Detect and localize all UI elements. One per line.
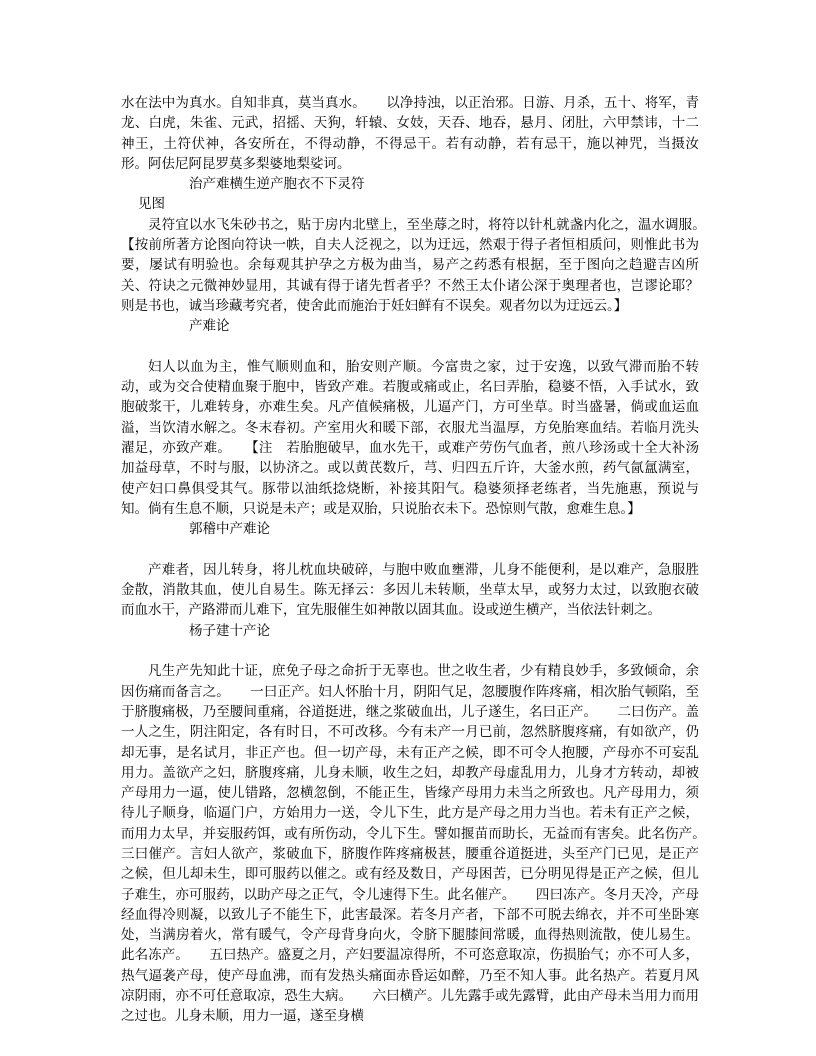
spacer [121, 540, 699, 560]
section-title-yang-zijian: 杨子建十产论 [189, 622, 270, 639]
document-body [121, 93, 726, 1027]
see-figure-note: 见图 [138, 196, 165, 213]
paragraph-guo-jizhong: 产难者，因儿转身，将儿枕血块破碎，与胞中败血壅滞，儿身不能便利，是以难产，急服胜金散，消散其血，使儿自易生。陈无择云：多因儿未转顺，坐草太早，或努力太过，以致胞衣破而血水干，产路滞而儿难下，宜先服催生如神散以固其血。设或逆生横产，当依法针刺之。 [121, 561, 699, 619]
section-title-guo-jizhong: 郭稽中产难论 [189, 521, 270, 538]
paragraph-ten-births: 凡生产先知此十证，庶免子母之命折于无辜也。世之收生者，少有精良妙手，多致倾命，余因伤痛而备言之。 一曰正产。妇人怀胎十月，阴阳气足，忽腰腹作阵疼痛，相次胎气顿陷，至于脐腹痛极，乃至腰间重痛，谷道挺进，继之浆破血出，儿子遂生，名曰正产。 二曰伤产。盖一人之生，阴注阳定，各有时日，不可改移。今有未产一月已前，忽然脐腹疼痛，有如欲产，仍却无事，是名试月，非正产也。但一切产母，未有正产之候，即不可令人抱腰，产母亦不可妄乱用力。盖欲产之妇，脐腹疼痛，儿身未顺，收生之妇，却教产母虚乱用力，儿身才方转动，却被产母用力一逼，使儿错路，忽横忽倒，不能正生，皆缘产母用力未当之所致也。凡产母用力，须待儿子顺身，临逼门户，方始用力一送，令儿下生，此方是产母之用力当也。若未有正产之候，而用力太早，并妄服药饵，或有所伤动，令儿下生。譬如揠苗而助长，无益而有害矣。此名伤产。 三曰催产。言妇人欲产，浆破血下，脐腹作阵疼痛极甚，腰重谷道挺进，头至产门已见，是正产之候，但儿却未生，即可服药以催之。或有经及数日，产母困苦，已分明见得是正产之候，但儿子难生，亦可服药，以助产母之正气，令儿速得下生。此名催产。 四曰冻产。冬月天冷，产母经血得冷则凝，以致儿子不能生下，此害最深。若冬月产者，下部不可脱去绵衣，并不可坐卧寒处，当满房着火，常有暖气，令产母背身向火，令脐下腿膝间常暖，血得热则流散，使儿易生。此名冻产。 五曰热产。盛夏之月，产妇要温凉得所，不可恣意取凉，伤损胎气；亦不可人多，热气逼袭产母，使产母血沸，而有发热头痛面赤昏运如醉，乃至不知人事。此名热产。若夏月风凉阴雨，亦不可任意取凉，恐生大病。 六曰横产。儿先露手或先露臂，此由产母未当用力而用之过也。儿身未顺，用力一逼，遂至身横 [121, 663, 726, 1025]
paragraph-talisman-usage: 灵符宜以水飞朱砂书之，贴于房内北壁上，至坐蓐之时，将符以针札就盏内化之，温水调服。 【按前所著方论图向符诀一帙，自夫人泛视之，以为迂远，然艰于得子者恒相质问，则惟此书为要，屡试有明验也。余每观其护孕之方极为曲当，易产之药悉有根据，至于图向之趋避吉凶所关、符诀之元微神妙显用，其诚有得于诸先哲者乎？不然王太仆诸公深于奥理者也，岂谬论耶？则是书也，诚当珍藏考究者，使舍此而施治于妊妇鲜有不误矣。观者勿以为迂远云。】 [121, 216, 726, 314]
spacer [121, 337, 699, 357]
paragraph-difficult-labor: 妇人以血为主，惟气顺则血和，胎安则产顺。今富贵之家，过于安逸，以致气滞而胎不转动，或为交合使精血聚于胞中，皆致产难。若腹或痛或止，名曰弄胎，稳婆不悟，入手试水，致胞破浆干，儿难转身，亦难生矣。凡产值候痛极，儿逼产门，方可坐草。时当盛暑，倘或血运血溢，当饮清水解之。冬末春初。产室用火和暖下部，衣服尤当温厚，方免胎寒血结。若临月洗头濯足，亦致产难。 【注 若胎胞破早，血水先干，或难产劳伤气血者，煎八珍汤或十全大补汤加益母草，不时与服，以协济之。或以黄芪数斤，芎、归四五斤许，大釜水煎，药气氤氲满室，使产妇口鼻俱受其气。豚带以油纸捻烧断，补接其阳气。稳婆须择老练者，当先施惠，预说与知。倘有生息不顺，只说是未产；或是双胎，只说胎衣未下。恐惊则气散，愈难生息。】 [121, 358, 699, 517]
paragraph-talisman-spell: 水在法中为真水。自知非真，莫当真水。 以净持浊，以正治邪。日游、月杀，五十、将军，青龙、白虎，朱雀、元武，招摇、天狗，轩辕、女妓，天吞、地吞，悬月、闭肚，六甲禁讳，十二神王，土符伏神，各安所在，不得动静，不得忌干。若有动静，若有忌干，施以神咒，当摄汝形。阿佉尼阿昆罗莫多梨婆地梨娑诃。 [121, 95, 699, 172]
section-title-difficult-labor: 产难论 [189, 318, 230, 335]
section-title-talisman: 治产难横生逆产胞衣不下灵符 [189, 176, 365, 193]
spacer [121, 641, 699, 661]
